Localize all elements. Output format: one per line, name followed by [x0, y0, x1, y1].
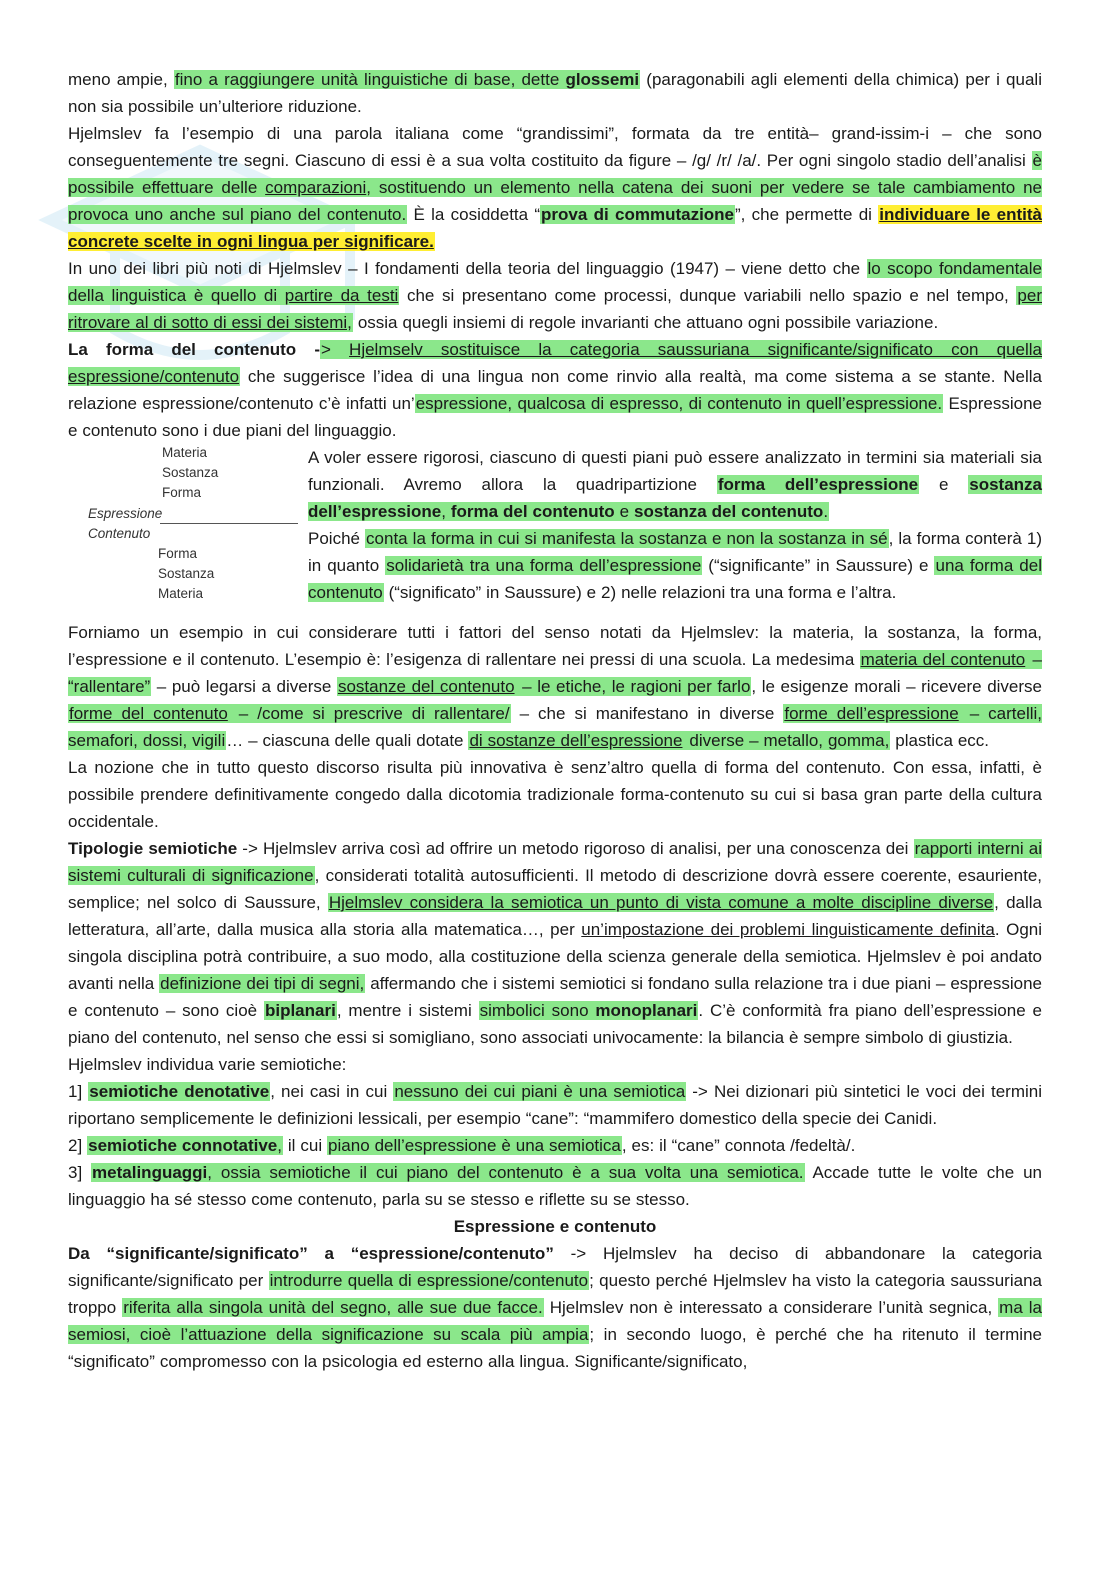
text: , nei casi in cui — [270, 1082, 394, 1101]
list-item-denotative — [68, 1078, 1042, 1132]
bold-term: glossemi — [565, 70, 640, 89]
highlight: introdurre quella di espressione/contenuto — [269, 1271, 589, 1290]
bold-term: monoplanari — [595, 1001, 698, 1020]
text: è possibile effettuare delle — [68, 151, 1042, 197]
paragraph-grandissimi — [68, 120, 1042, 255]
text: affermando che i sistemi semiotici si fondano sulla relazione tra i due piani – espressione e contenuto – sono cioè — [68, 974, 1042, 1020]
highlight — [91, 1163, 804, 1182]
highlight: per ritrovare al di sotto di essi dei sistemi, — [68, 286, 1042, 332]
text: (paragonabili agli elementi della chimica) per i quali non sia possibile un’ulteriore riduzione. — [68, 70, 1042, 116]
highlight: definizione dei tipi di segni, — [160, 974, 365, 993]
text: , le esigenze morali – ricevere diverse — [751, 677, 1042, 696]
diagram-label: Espressione — [88, 506, 163, 521]
diagram-label: Materia — [162, 445, 208, 460]
text: , dalla letteratura, all’arte, dalla musica alla storia alla matematica…, per — [68, 893, 1042, 939]
bold-term: semiotiche denotative — [89, 1082, 270, 1101]
text: ”, che permette di — [735, 205, 879, 224]
highlight: solidarietà tra una forma dell’espressione — [386, 556, 702, 575]
underlined-term: partire da testi — [284, 286, 399, 305]
highlight: – le etiche, le ragioni per farlo — [516, 677, 751, 696]
highlight: – /come si prescrive di rallentare/ — [229, 704, 510, 723]
diagram-label: Forma — [158, 546, 198, 561]
highlight — [174, 70, 640, 89]
section-heading: Tipologie semiotiche — [68, 839, 238, 858]
highlight: – cartelli, semafori, dossi, vigili — [68, 704, 1042, 750]
underlined-term: comparazioni — [265, 178, 367, 197]
paragraph-forma-contenuto — [68, 336, 1042, 444]
highlight: rapporti interni ai sistemi culturali di significazione — [68, 839, 1042, 885]
text: Hjelmslev individua varie semiotiche: — [68, 1055, 347, 1074]
list-item-connotative — [68, 1132, 1042, 1159]
text: -> Hjelmslev ha deciso di abbandonare la categoria significante/significato per — [68, 1244, 1042, 1290]
document-page — [68, 66, 1042, 1375]
highlight: una forma del contenuto — [308, 556, 1042, 602]
text: Forniamo un esempio in cui considerare tutti i fattori del senso notati da Hjelmslev: la materia, la sostanza, la forma, l’espressione e il contenuto. L’esempio è: l’esigenza di rallentare nei pressi di una scuola. La medesima — [68, 623, 1042, 669]
highlight: conta la forma in cui si manifesta la sostanza e non la sostanza in sé — [366, 529, 888, 548]
highlight: Hjelmslev considera la semiotica un punto di vista comune a molte discipline diverse — [328, 893, 994, 912]
text: simbolici sono — [479, 1001, 596, 1020]
paragraph-varie-semiotiche — [68, 1051, 1042, 1078]
text: meno ampie, — [68, 70, 174, 89]
text: lo scopo fondamentale della linguistica è quello di — [68, 259, 1042, 305]
text: il cui — [282, 1136, 328, 1155]
text: Hjelmslev non è interessato a considerare l’unità segnica, — [543, 1298, 999, 1317]
underlined-term: Hjelmselv sostituisce la categoria saussuriana significante/significato con quella espressione/contenuto — [68, 340, 1042, 386]
text: -> Hjelmslev arriva così ad offrire un metodo rigoroso di analisi, per una conoscenza dei — [237, 839, 914, 858]
bold-term: forma del contenuto — [450, 502, 615, 521]
paragraph-nozione — [68, 754, 1042, 835]
diagram-divider — [160, 523, 298, 524]
highlight — [264, 1001, 337, 1020]
paragraph-tipologie — [68, 835, 1042, 1051]
bold-term: metalinguaggi — [92, 1163, 208, 1182]
diagram-label: Sostanza — [158, 566, 215, 581]
text: A voler essere rigorosi, ciascuno di questi piani può essere analizzato in termini sia materiali sia funzionali. Avremo allora la quadripartizione — [308, 448, 1042, 494]
diagram-label: Sostanza — [162, 465, 219, 480]
highlight — [540, 205, 735, 224]
text: 1] — [68, 1082, 89, 1101]
diagram-label: Contenuto — [88, 526, 151, 541]
text: . C’è conformità fra piano dell’espressione e piano del contenuto, nel senso che essi si somigliano, sono associati univocamente: la bilancia è sempre simbolo di giustizia. — [68, 1001, 1042, 1047]
text: ; questo perché Hjelmslev ha visto la categoria saussuriana troppo — [68, 1271, 1042, 1317]
text: e — [919, 475, 969, 494]
yellow-highlight: individuare le entità concrete scelte in ogni lingua per significare. — [68, 205, 1042, 251]
text: che si presentano come processi, dunque variabili nello spazio e nel tempo, — [399, 286, 1017, 305]
paragraph-espressione-contenuto — [68, 1240, 1042, 1375]
highlight: diverse – metallo, gomma, — [684, 731, 890, 750]
highlight: ma la semiosi, cioè l’attuazione della significazione su scala più ampia — [68, 1298, 1042, 1344]
text: che suggerisce l’idea di una lingua non come rinvio alla realtà, ma come sistema a se stante. Nella relazione espressione/contenuto c’è infatti un’ — [68, 367, 1042, 413]
text: (“significante” in Saussure) e — [702, 556, 935, 575]
text: È la cosiddetta “ — [407, 205, 541, 224]
text: , — [277, 1136, 282, 1155]
text: , ossia semiotiche il cui piano del contenuto è a sua volta una semiotica. — [207, 1163, 804, 1182]
diagram-label: Materia — [158, 586, 204, 601]
diagram-label: Forma — [162, 485, 202, 500]
text: , es: il “cane” connota /fedeltà/. — [621, 1136, 856, 1155]
highlight: materia del contenuto — [860, 650, 1026, 669]
highlight: sostanze del contenuto — [337, 677, 515, 696]
text: - — [296, 340, 320, 359]
highlight: riferita alla singola unità del segno, alle sue due facce. — [123, 1298, 543, 1317]
underlined-term: un’impostazione dei problemi linguisticamente definita — [581, 920, 995, 939]
highlight: forme dell’espressione — [784, 704, 959, 723]
highlight — [479, 1001, 699, 1020]
text: Hjelmslev fa l’esempio di una parola italiana come “grandissimi”, formata da tre entità– grand-issim-i – che sono conseguentemente tre segni. Ciascuno di essi è a sua volta costituito da figure – /g/ /r/ /a/. Per ogni singolo stadio dell’analisi — [68, 124, 1042, 170]
highlight: espressione, qualcosa di espresso, di contenuto in quell’espressione. — [415, 394, 943, 413]
text: (“significato” in Saussure) e 2) nelle relazioni tra una forma e l’altra. — [383, 583, 897, 602]
list-item-metalinguaggi — [68, 1159, 1042, 1213]
bold-term: sostanza dell’espressione — [308, 475, 1042, 521]
highlight: di sostanze dell’espressione — [469, 731, 683, 750]
bold-term: prova di commutazione — [541, 205, 735, 224]
text: – può legarsi a diverse — [151, 677, 337, 696]
highlight — [717, 475, 919, 494]
text: Accade tutte le volte che un linguaggio ha sé stesso come contenuto, parla su se stesso e riflette su se stesso. — [68, 1163, 1042, 1209]
highlight: piano dell’espressione è una semiotica — [328, 1136, 621, 1155]
section-heading: Da “significante/significato” a “espressione/contenuto” — [68, 1244, 554, 1263]
paragraph-esempio — [68, 619, 1042, 754]
text: , — [441, 502, 451, 521]
text: . — [823, 502, 829, 521]
text: 3] — [68, 1163, 92, 1182]
paragraph-fondamenti — [68, 255, 1042, 336]
bold-term: forma dell’espressione — [717, 475, 919, 494]
bold-term: semiotiche connotative — [88, 1136, 278, 1155]
highlight — [88, 1082, 270, 1101]
text: , mentre i sistemi — [336, 1001, 479, 1020]
highlight: nessuno dei cui piani è una semiotica — [394, 1082, 686, 1101]
text: ossia quegli insiemi di regole invarianti che attuano ogni possibile variazione. — [352, 313, 939, 332]
text: fino a raggiungere unità linguistiche di base, dette — [174, 70, 566, 89]
section-title: Espressione e contenuto — [453, 1217, 657, 1236]
text: … – ciascuna delle quali dotate — [226, 731, 469, 750]
text: -> Nei dizionari più sintetici le voci dei termini riportano semplicemente le definizioni lessicali, per esempio “cane”: “mammifero domestico della specie dei Canidi. — [68, 1082, 1042, 1128]
text: e — [614, 502, 634, 521]
highlight: forme del contenuto — [69, 704, 228, 723]
text: , considerati totalità autosufficienti. Il metodo di descrizione dovrà essere coerente, esauriente, semplice; nel solco di Saussure, — [68, 866, 1042, 912]
text: Espressione e contenuto sono i due piani del linguaggio. — [68, 394, 1042, 440]
bold-term: biplanari — [264, 1001, 336, 1020]
text: 2] — [68, 1136, 88, 1155]
text: La nozione che in tutto questo discorso risulta più innovativa è senz’altro quella di forma del contenuto. Con essa, infatti, è possibile prendere definitivamente congedo dalla dicotomia tradizionale forma-contenuto su cui si basa gran parte della cultura occidentale. — [68, 758, 1042, 831]
text: Poiché — [308, 529, 366, 548]
text: > — [320, 340, 350, 359]
text: In uno dei libri più noti di Hjelmslev – I fondamenti della teoria del linguaggio (1947) – viene detto che — [68, 259, 867, 278]
text: ; in secondo luogo, è perché che ha ritenuto il termine “significato” compromesso con la psicologia ed esterno alla lingua. Significante/significato, — [68, 1325, 1042, 1371]
text: , sostituendo un elemento nella catena dei suoni per vedere se tale cambiamento ne provoca uno anche sul piano del contenuto. — [68, 178, 1042, 224]
text: . Ogni singola disciplina potrà contribuire, a suo modo, alla costituzione della scienza generale della semiotica. Hjelmslev è poi andato avanti nella — [68, 920, 1043, 993]
highlight — [87, 1136, 283, 1155]
section-heading: La forma del contenuto — [68, 340, 297, 359]
bold-term: sostanza del contenuto — [634, 502, 824, 521]
quadripartition-diagram — [68, 444, 308, 619]
highlight: – “rallentare” — [68, 650, 1042, 696]
paragraph-glossemi — [68, 66, 1042, 120]
text: , la forma conterà 1) in quanto — [308, 529, 1043, 575]
text: plastica ecc. — [890, 731, 990, 750]
text: – che si manifestano in diverse — [510, 704, 784, 723]
